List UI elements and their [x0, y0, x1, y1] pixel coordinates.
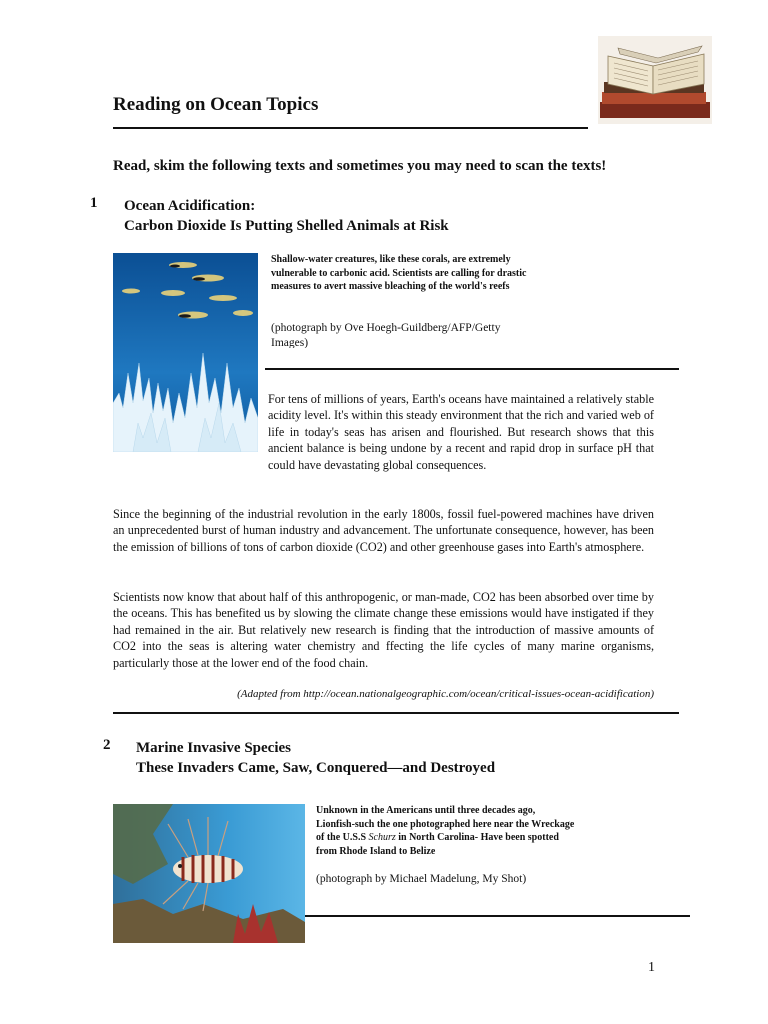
lionfish-photo — [113, 804, 305, 943]
books-image — [598, 36, 712, 124]
section-title-line1: Marine Invasive Species — [136, 740, 291, 756]
section-paragraph: Since the beginning of the industrial revolution in the early 1800s, fossil fuel-powered machines have driven an unprecedented burst of human industry and advancement. The unfortunate consequence, however, has been the emission of billions of tons of carbon dioxide (CO2) and other greenhouse gases into Earth's atmosphere. — [113, 507, 654, 554]
photo-credit: (photograph by Ove Hoegh-Guildberg/AFP/Getty Images) — [271, 322, 501, 348]
section-paragraph — [113, 391, 654, 473]
section-paragraph: Scientists now know that about half of this anthropogenic, or man-made, CO2 has been absorbed over time by the oceans. This has benefited us by slowing the climate change these emissions would have instigated if they had remained in the air. But relatively new research is finding that the introduction of massive amounts of CO2 into the seas is altering water chemistry and ffecting the life cycles of many marine organisms, particularly those at the lower end of the food chain. — [113, 590, 654, 670]
section-title-line2: Carbon Dioxide Is Putting Shelled Animals at Risk — [124, 218, 449, 234]
section-number: 2 — [103, 737, 111, 753]
photo-caption: Shallow-water creatures, like these corals, are extremely vulnerable to carbonic acid. Scientists are calling for drastic measures to avert massive bleaching of the world's reefs — [271, 254, 527, 292]
section-title-line2: These Invaders Came, Saw, Conquered—and Destroyed — [136, 760, 496, 776]
caption-divider — [265, 368, 679, 370]
page-title: Reading on Ocean Topics — [113, 94, 319, 115]
photo-credit: (photograph by Michael Madelung, My Shot) — [316, 873, 527, 885]
photo-caption — [316, 804, 576, 858]
caption-text: Unknown in the Americans until three decades ago, Lionfish-such the one photographed here near the Wreckage of the U.S.S — [316, 805, 575, 843]
section-number: 1 — [90, 195, 98, 211]
paragraph-text: For tens of millions of years, Earth's oceans have maintained a relatively stable acidity level. It's within this steady environment that the rich and varied web of life in today's seas has arisen and flourished. But research shows that this ancient balance is being undone by a recent and rapid drop in surface pH that could have devastating global consequences. — [268, 392, 654, 472]
page-number: 1 — [648, 960, 655, 975]
section-title — [136, 738, 495, 778]
caption-divider — [305, 915, 690, 917]
ship-name: Schurz — [368, 832, 396, 843]
title-divider — [113, 127, 588, 129]
section-title-line1: Ocean Acidification: — [124, 198, 256, 214]
section-title — [124, 196, 449, 236]
text-wrap-spacer — [113, 391, 268, 467]
intro-instruction: Read, skim the following texts and sometimes you may need to scan the texts! — [113, 158, 607, 174]
section-divider — [113, 712, 679, 714]
caption-text: in North Carolina- Have been spotted from Rhode Island to Belize — [316, 832, 559, 857]
source-citation: (Adapted from http://ocean.nationalgeographic.com/ocean/critical-issues-ocean-acidification) — [237, 688, 654, 700]
